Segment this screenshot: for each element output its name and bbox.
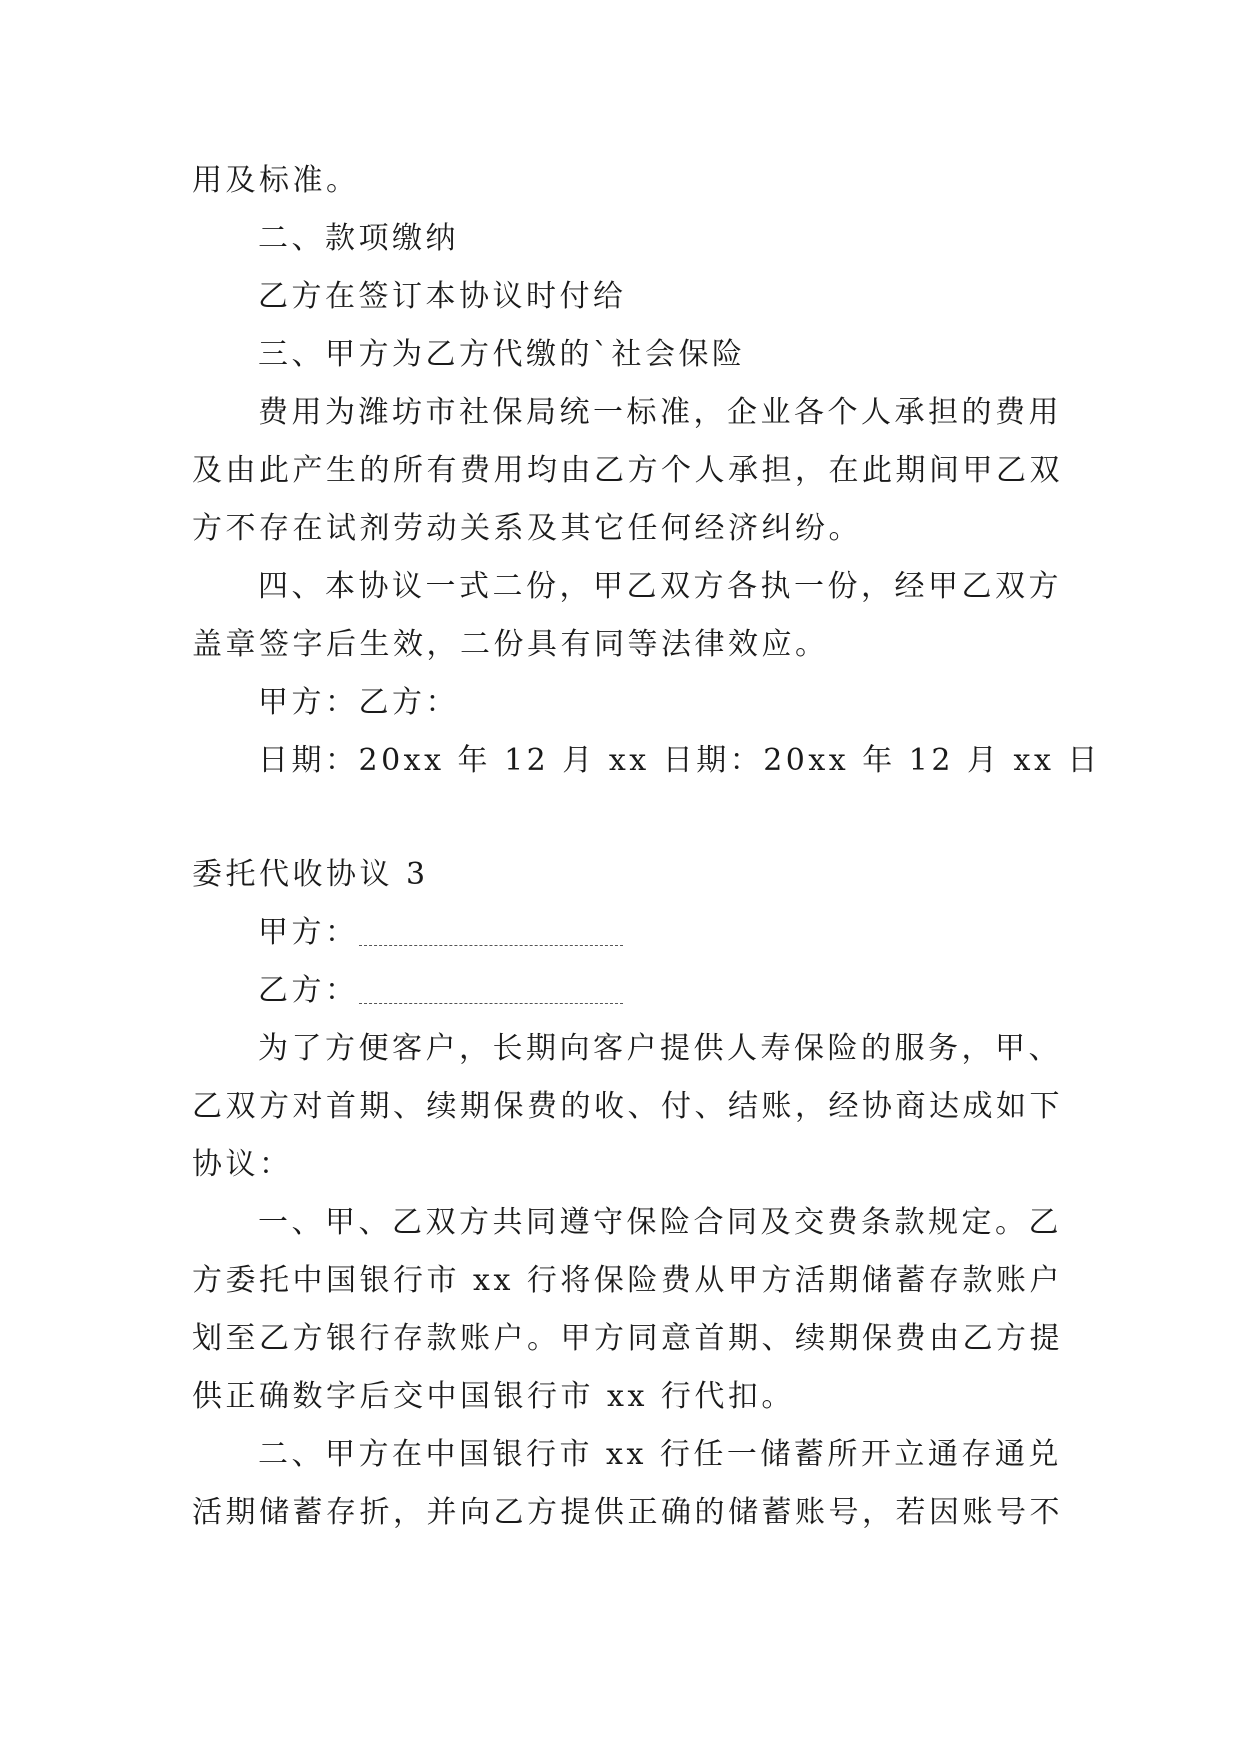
party-b-label: 乙方：: [258, 973, 359, 1008]
paragraph-line: 二、甲方在中国银行市 xx 行任一储蓄所开立通存通兑: [258, 1437, 1062, 1472]
paragraph-line: 一、甲、乙双方共同遵守保险合同及交费条款规定。乙: [258, 1205, 1062, 1240]
section-heading: 三、甲方为乙方代缴的`社会保险: [258, 337, 746, 372]
paragraph-line: 乙方在签订本协议时付给: [258, 279, 627, 314]
paragraph-line: 协议：: [192, 1147, 293, 1182]
section-gap: [192, 790, 1072, 846]
paragraph-line: 乙双方对首期、续期保费的收、付、结账，经协商达成如下: [192, 1089, 1063, 1124]
paragraph-line: 划至乙方银行存款账户。甲方同意首期、续期保费由乙方提: [192, 1321, 1063, 1356]
paragraph-line: 用及标准。: [192, 163, 360, 198]
paragraph-line: 供正确数字后交中国银行市 xx 行代扣。: [192, 1379, 795, 1414]
paragraph-line: 方委托中国银行市 xx 行将保险费从甲方活期储蓄存款账户: [192, 1263, 1063, 1298]
date-line: 日期：20xx 年 12 月 xx 日期：20xx 年 12 月 xx 日: [258, 743, 1101, 778]
document-page: [192, 152, 1101, 1542]
signature-line: 甲方：乙方：: [258, 685, 459, 720]
paragraph-line: 为了方便客户，长期向客户提供人寿保险的服务，甲、: [258, 1031, 1062, 1066]
party-a-blank: [359, 915, 623, 946]
agreement-title: 委托代收协议 3: [192, 857, 429, 892]
party-b-blank: [359, 973, 623, 1004]
paragraph-line: 盖章签字后生效，二份具有同等法律效应。: [192, 627, 829, 662]
paragraph-line: 四、本协议一式二份，甲乙双方各执一份，经甲乙双方: [258, 569, 1062, 604]
party-a-label: 甲方：: [258, 915, 359, 950]
paragraph-line: 方不存在试剂劳动关系及其它任何经济纠纷。: [192, 511, 862, 546]
party-b-line: [192, 962, 1072, 1020]
paragraph-line: 费用为潍坊市社保局统一标准，企业各个人承担的费用: [258, 395, 1062, 430]
paragraph-line: 及由此产生的所有费用均由乙方个人承担，在此期间甲乙双: [192, 453, 1063, 488]
party-a-line: [192, 904, 1072, 962]
paragraph-line: 活期储蓄存折，并向乙方提供正确的储蓄账号，若因账号不: [192, 1495, 1063, 1530]
section-heading: 二、款项缴纳: [258, 221, 459, 256]
